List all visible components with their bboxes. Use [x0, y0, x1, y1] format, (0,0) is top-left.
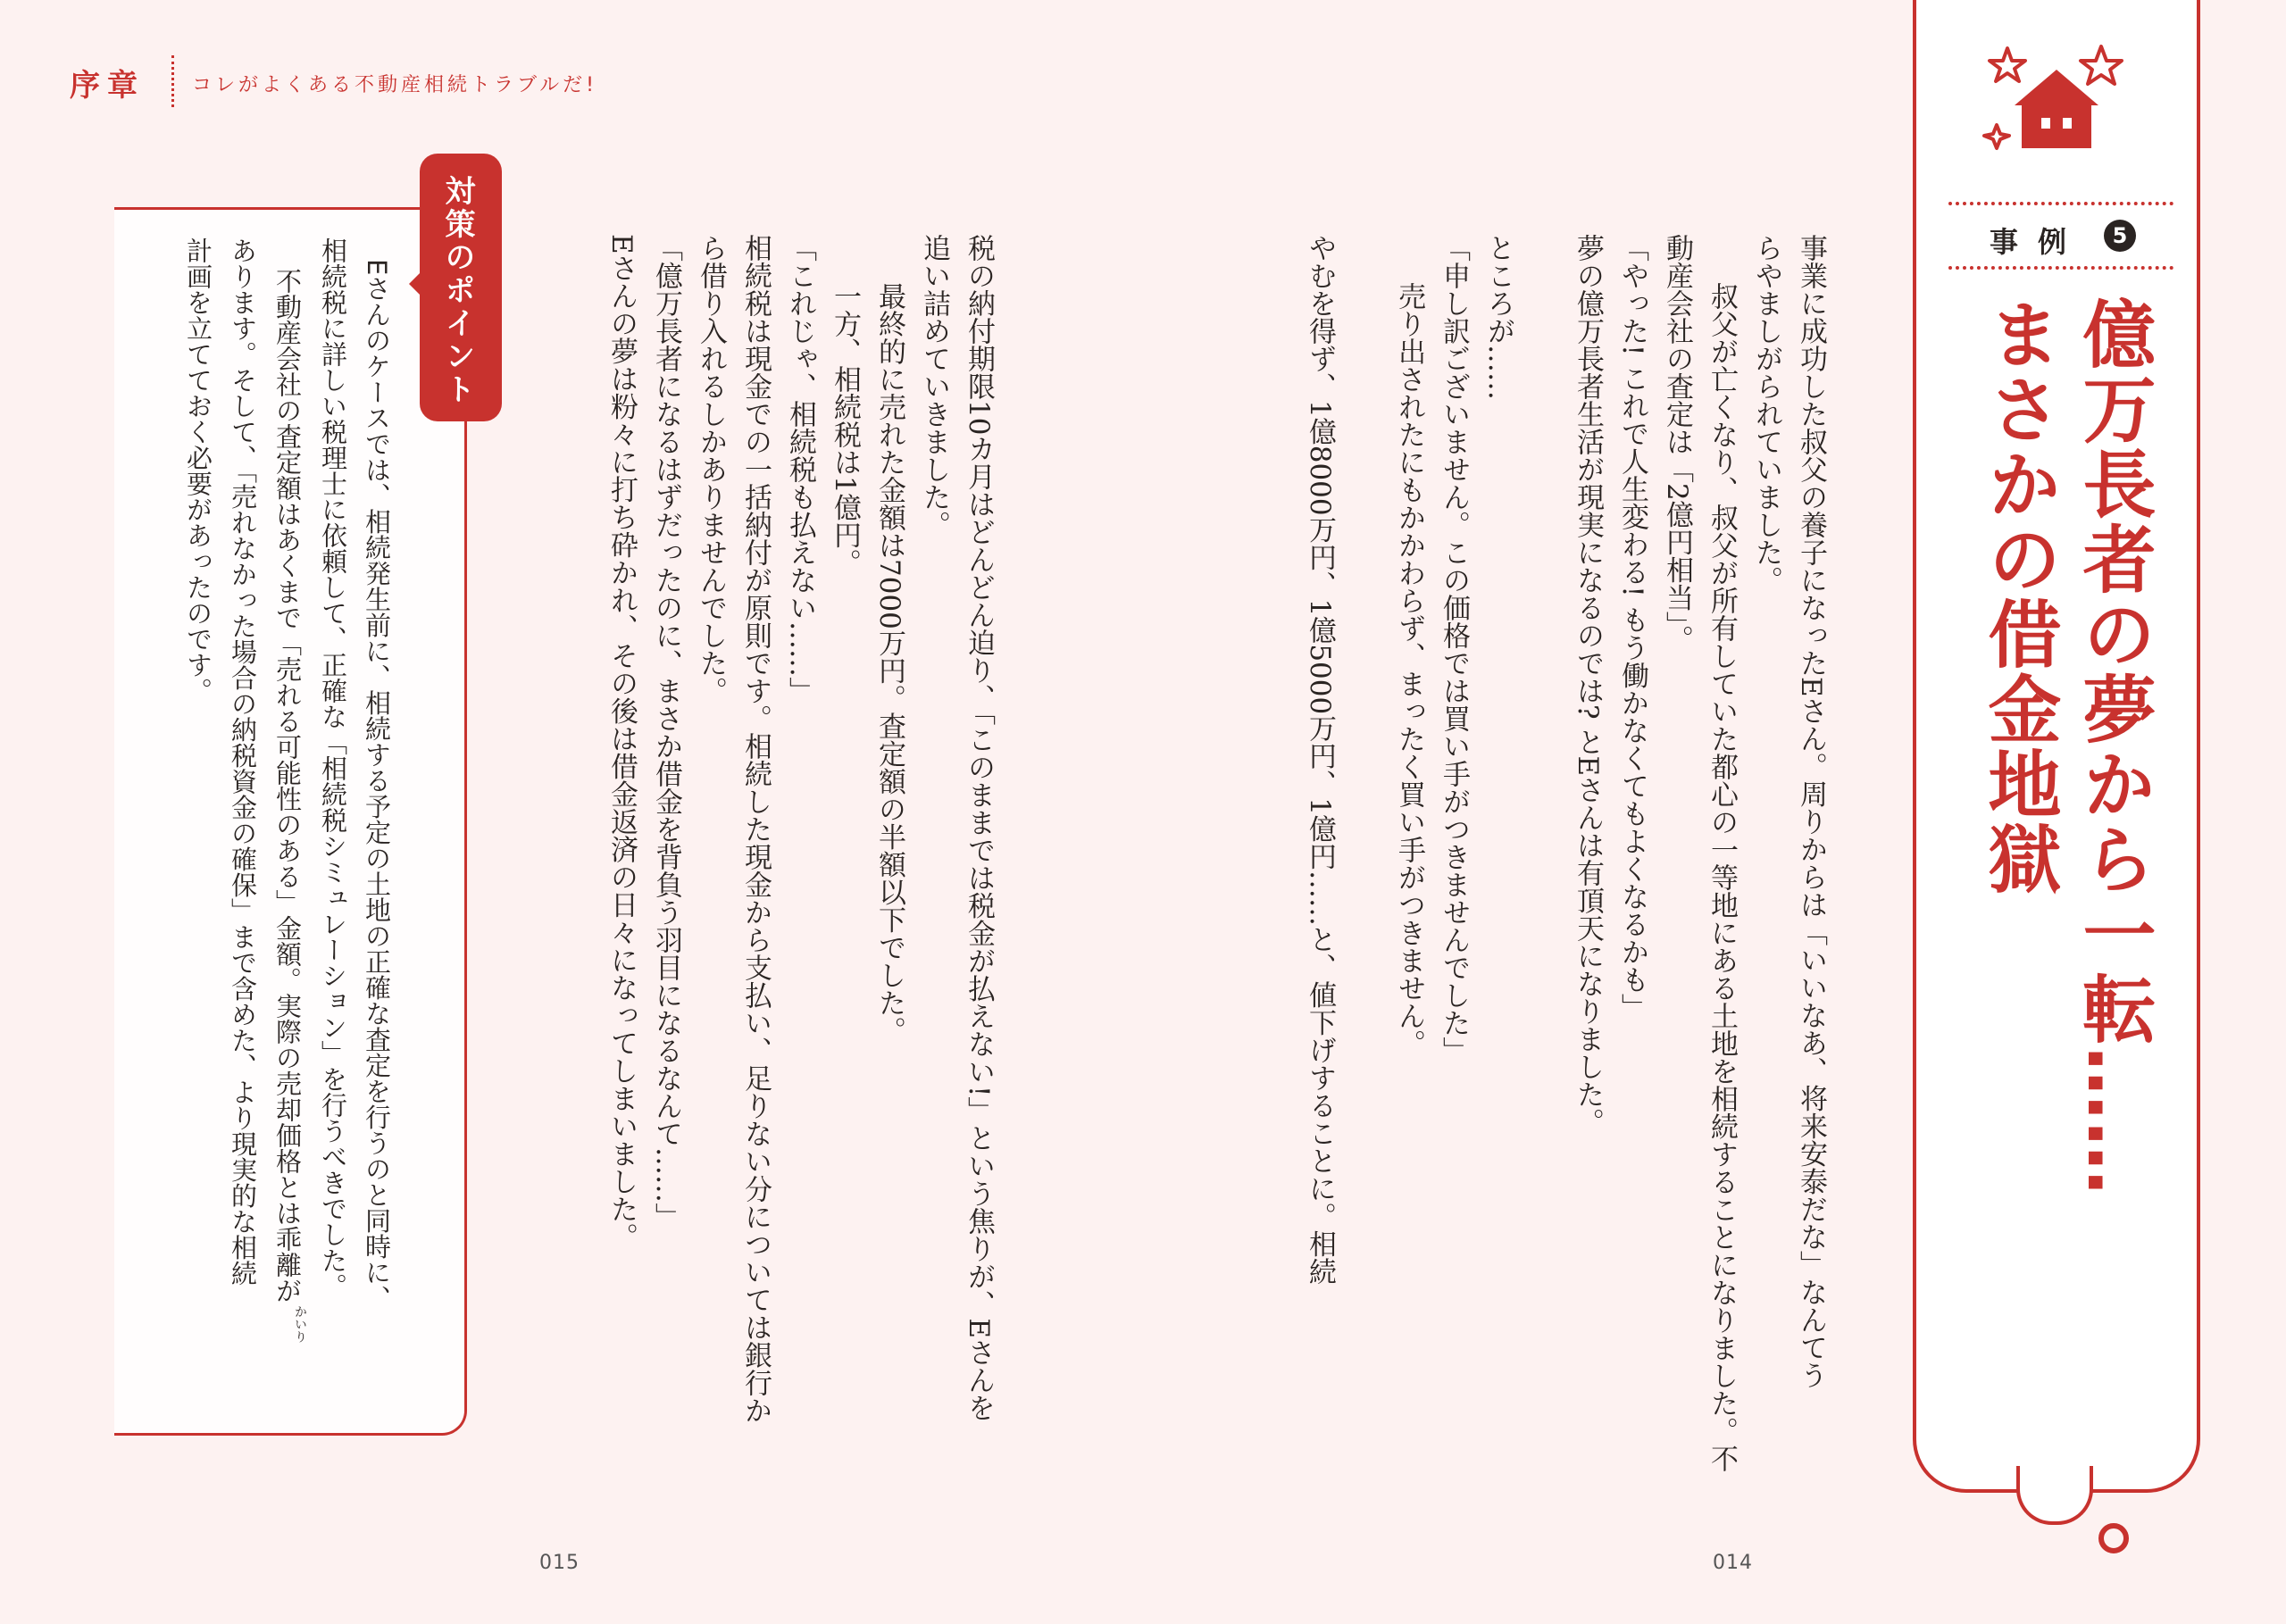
title-line-2: まさかの借金地獄	[1976, 296, 2061, 896]
tip-line-4: あります。そして、「売れなかった場合の納税資金の確保」まで含めた、より現実的な相続	[228, 237, 258, 1287]
body-right-line-5: 「やった! これで人生変わる! もう働かなくてもよくなるかも」	[1616, 234, 1648, 1021]
case-divider-top	[1948, 202, 2173, 205]
body-left-line-2: 追い詰めていきました。	[918, 234, 950, 538]
case-number-badge: 5	[2104, 220, 2136, 252]
case-divider-bottom	[1948, 266, 2173, 270]
page-number-left: 015	[539, 1552, 580, 1574]
page-number-right: 014	[1713, 1552, 1753, 1574]
body-right-line-6: 夢の億万長者生活が現実になるのでは? とEさんは有頂天になりました。	[1572, 234, 1604, 1137]
chapter-subtitle: コレがよくある不動産相続トラブルだ!	[192, 74, 597, 96]
chapter-label: 序章	[70, 68, 145, 104]
body-right-line-4: 動産会社の査定は「2億円相当」。	[1661, 234, 1693, 654]
case-label: 事例	[1990, 225, 2087, 259]
speech-bubble-circle	[2098, 1523, 2129, 1553]
body-right-line-3: 叔父が亡くなり、叔父が所有していた都心の一等地にある土地を相続することになりました。不	[1706, 282, 1738, 1472]
body-left-line-3: 最終的に売れた金額は7000万円。査定額の半額以下でした。	[873, 282, 905, 1045]
tip-line-1: Eさんのケースでは、相続発生前に、相続する予定の土地の正確な査定を行うのと同時に、	[362, 259, 392, 1312]
body-left-line-4: 一方、相続税は1億円。	[829, 282, 861, 577]
title-line-1: 億万長者の夢から一転……	[2071, 296, 2156, 1196]
tip-label: 対策のポイント	[439, 175, 475, 406]
body-right-line-1: 事業に成功した叔父の養子になったEさん。周りからは「いいなあ、将来安泰だな」なんてう	[1795, 234, 1827, 1389]
ruby-annotation: かいり	[293, 1305, 307, 1343]
tip-line-5: 計画を立てておく必要があったのです。	[183, 237, 213, 704]
body-right-line-9: 「申し訳ございません。この価格では買い手がつきませんでした」	[1438, 234, 1470, 1064]
house-star-icon	[1981, 43, 2132, 159]
body-left-line-7: ら借り入れるしかありませんでした。	[695, 234, 727, 704]
title-panel-tail	[2016, 1466, 2093, 1525]
body-left-line-5: 「これじゃ、相続税も払えない……」	[784, 234, 816, 704]
body-right-line-10: 売り出されたにもかかわらず、まったく買い手がつきません。	[1393, 282, 1425, 1057]
body-left-line-1: 税の納付期限10カ月はどんどん迫り、「このままでは税金が払えない!」という焦りが、Eさんを	[963, 234, 995, 1422]
body-right-line-11: やむを得ず、1億8000万円、1億5000万円、1億円……と、値下げすることに。相続	[1304, 234, 1336, 1286]
header-divider	[171, 55, 174, 107]
body-left-line-8: 「億万長者になるはずだったのに、まさか借金を背負う羽目になるなんて……」	[650, 234, 682, 1230]
body-left-line-9: Eさんの夢は粉々に打ち砕かれ、その後は借金返済の日々になってしまいました。	[605, 234, 638, 1251]
tip-line-2: 相続税に詳しい税理士に依頼して、正確な「相続税シミュレーション」を行うべきでした。	[318, 237, 348, 1299]
body-right-line-2: らやましがられていました。	[1750, 234, 1782, 594]
body-right-line-8: ところが……	[1482, 234, 1514, 400]
tip-line-3: 不動産会社の査定額はあくまで「売れる可能性のある」金額。実際の売却価格とは乖離が	[272, 268, 303, 1303]
body-left-line-6: 相続税は現金での一括納付が原則です。相続した現金から支払い、足りない分については銀行か	[739, 234, 772, 1424]
